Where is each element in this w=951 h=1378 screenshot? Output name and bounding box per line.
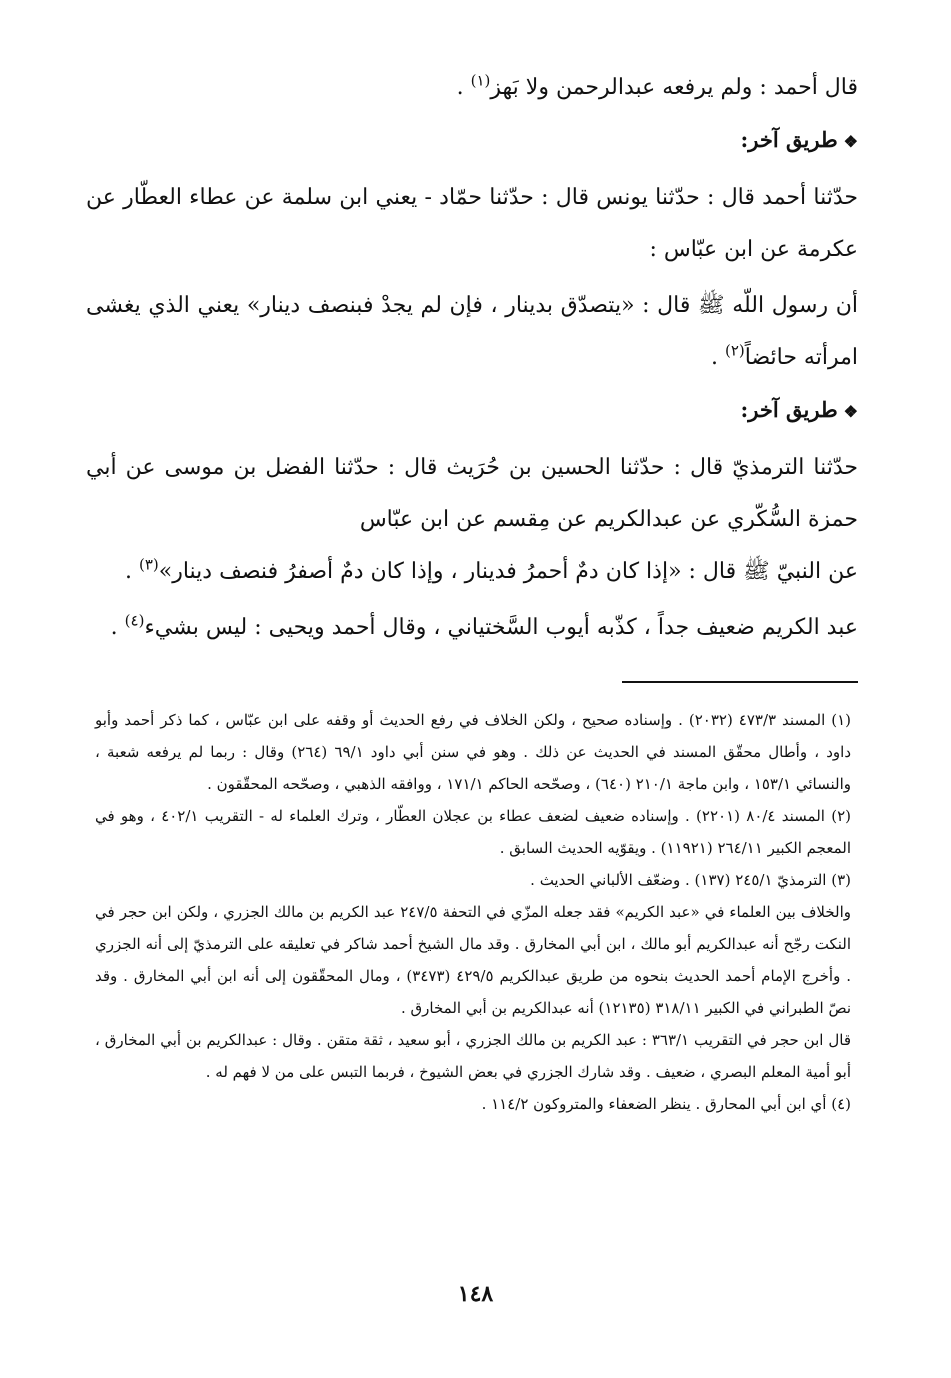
paragraph-1 [86, 62, 858, 114]
footnote-ref-3[interactable]: (٣) [138, 555, 159, 574]
footnote-2: (٢) المسند ٨٠/٤ (٢٢٠١) . وإسناده ضعيف لضعف عطاء بن عجلان العطّار ، وترك العلماء له - التقريب ٤٠٢/١ ، وهو في المعجم الكبير ٢٦٤/١١ (١١٩٢١) . ويقوّيه الحديث السابق . [95, 807, 851, 857]
footnotes [95, 704, 851, 1120]
paragraph-6 [86, 602, 858, 654]
paragraph-6-text: عبد الكريم ضعيف جداً ، كذّبه أيوب السَّختياني ، وقال أحمد ويحيى : ليس بشيء [144, 615, 858, 640]
diamond-bullet-icon: ❖ [843, 132, 858, 151]
paragraph-1-text: قال أحمد : ولم يرفعه عبدالرحمن ولا بَهز [490, 75, 858, 100]
section-heading-1-text: طريق آخر: [740, 127, 838, 152]
paragraph-3 [86, 280, 858, 384]
footnote-1: (١) المسند ٤٧٣/٣ (٢٠٣٢) . وإسناده صحيح ، ولكن الخلاف في رفع الحديث أو وقفه على ابن عبّاس ، كما ذكر أحمد وأبو داود ، وأطال محقّق المسند في الحديث عن ذلك . وهو في سنن أبي داود ٦٩/١ (٢٦٤) وقال : ربما لم يرفعه شعبة ، والنسائي ١٥٣/١ ، وابن ماجة ٢١٠/١ (٦٤٠) ، وصحّحه الحاكم ١٧١/١ ، ووافقه الذهبي ، وصحّحه المحقّقون . [95, 711, 852, 793]
section-heading-2-text: طريق آخر: [740, 397, 838, 422]
end-mark: . [124, 559, 139, 584]
end-mark: . [110, 615, 125, 640]
paragraph-4: حدّثنا الترمذيّ قال : حدّثنا الحسين بن حُرَيث قال : حدّثنا الفضل بن موسى عن أبي حمزة السُّكّري عن عبدالكريم عن مِقسم عن ابن عبّاس [86, 455, 858, 532]
end-mark: . [456, 75, 471, 100]
footnote-ref-4[interactable]: (٤) [124, 611, 145, 630]
paragraph-5 [86, 546, 858, 598]
footnote-ref-2[interactable]: (٢) [724, 341, 745, 360]
footnote-3: (٣) الترمذيّ ٢٤٥/١ (١٣٧) . وضعّف الألباني الحديث . [530, 871, 851, 889]
paragraph-2: حدّثنا أحمد قال : حدّثنا يونس قال : حدّثنا حمّاد - يعني ابن سلمة عن عطاء العطّار عن عكرمة عن ابن عبّاس : [86, 185, 858, 262]
footnote-3-continued: قال ابن حجر في التقريب ٣٦٣/١ : عبد الكريم بن مالك الجزري ، أبو سعيد ، ثقة متقن . وقال : عبدالكريم بن أبي المخارق ، أبو أمية المعلم البصري ، ضعيف . وقد شارك الجزري في بعض الشيوخ ، فربما التبس على من لا فهم له . [95, 1031, 851, 1081]
end-mark: . [710, 345, 725, 370]
footnote-3-continued: والخلاف بين العلماء في «عبد الكريم» فقد جعله المزّي في التحفة ٢٤٧/٥ عبد الكريم بن مالك الجزري ، ولكن ابن حجر في النكت رجّح أنه عبدالكريم أبو مالك ، ابن أبي المخارق . وقد مال الشيخ أحمد شاكر في تعليقه على الترمذيّ إلى أنه الجزري . وأخرج الإمام أحمد الحديث بنحوه من طريق عبدالكريم ٤٢٩/٥ (٣٤٧٣) ، ومال المحقّقون إلى أنه ابن أبي المخارق . وقد نصّ الطبراني في الكبير ٣١٨/١١ (١٢١٣٥) أنه عبدالكريم بن أبي المخارق . [95, 903, 851, 1017]
footnote-divider [622, 681, 858, 683]
paragraph-3-text: أن رسول اللّه ﷺ قال : «يتصدّق بدينار ، فإن لم يجدْ فبنصف دينار» يعني الذي يغشى امرأته حائضاً [86, 293, 858, 370]
diamond-bullet-icon: ❖ [843, 402, 858, 421]
section-heading-2 [86, 384, 858, 438]
section-heading-1 [86, 114, 858, 168]
paragraph-5-text: عن النبيّ ﷺ قال : «إذا كان دمٌ أحمرُ فدينار ، وإذا كان دمٌ أصفرُ فنصف دينار» [158, 559, 858, 584]
footnote-4: (٤) أي ابن أبي المحارق . ينظر الضعفاء والمتروكون ١١٤/٢ . [481, 1095, 851, 1113]
page-number: ١٤٨ [457, 1281, 494, 1307]
main-text [86, 62, 858, 654]
footnote-ref-1[interactable]: (١) [470, 71, 491, 90]
